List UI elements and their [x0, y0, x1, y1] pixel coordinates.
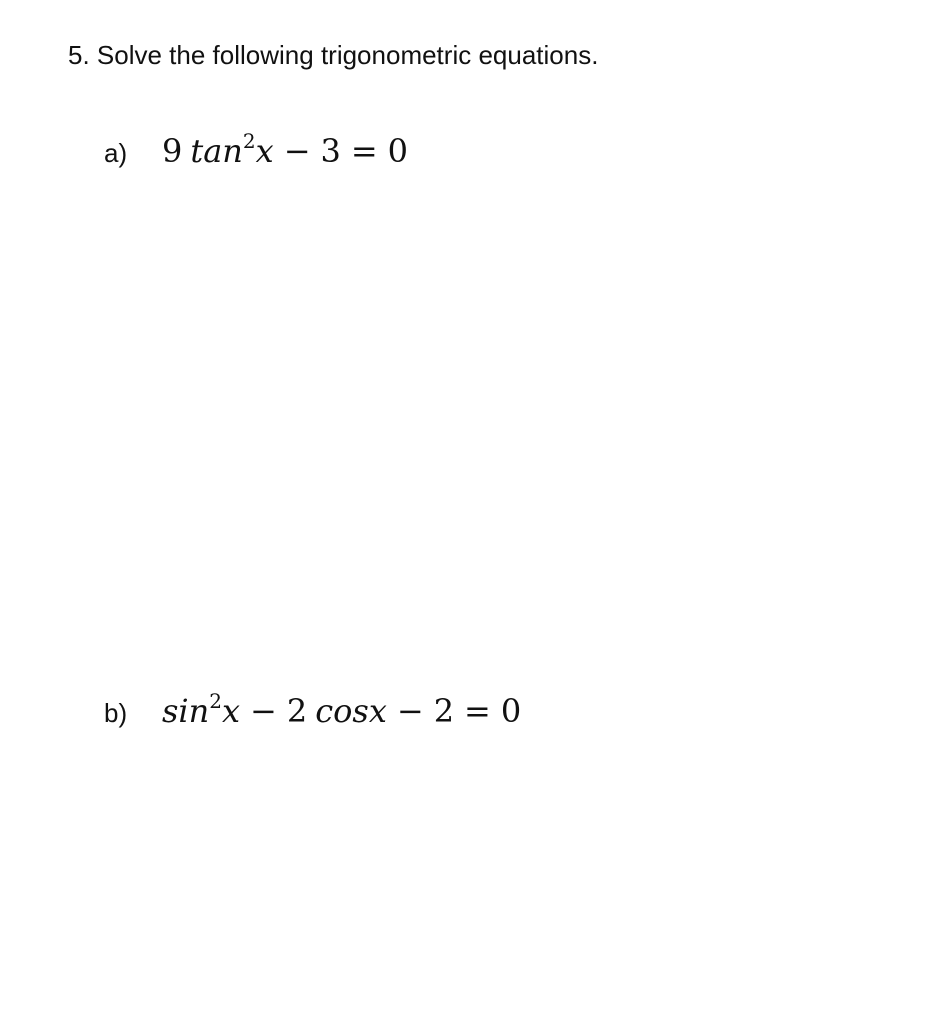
question-heading [68, 40, 598, 71]
problem-a-label: a) [104, 138, 128, 168]
equation-a-variable: x [255, 132, 274, 170]
equation-b-constant: 2 [433, 692, 455, 730]
equation-a-coefficient: 9 [162, 132, 183, 170]
equation-b-coefficient: 2 [286, 692, 308, 730]
equation-a-minus: − [283, 132, 311, 170]
equation-b-rhs: 0 [500, 692, 522, 730]
equation-a [162, 129, 409, 170]
equation-a-constant: 3 [320, 132, 341, 170]
equation-b-exponent: 2 [209, 689, 222, 713]
equation-b [162, 689, 522, 730]
equation-b-minus-2: − [396, 692, 424, 730]
equation-b-function-sin: sin [162, 692, 210, 730]
equation-b-equals: = [464, 692, 491, 730]
problem-b-label: b) [104, 698, 128, 728]
question-title: Solve the following trigonometric equations. [96, 40, 599, 70]
problem-a [104, 129, 409, 170]
equation-a-exponent: 2 [242, 129, 256, 153]
problem-b [104, 689, 522, 730]
question-number: 5. [68, 40, 90, 70]
equation-a-rhs: 0 [387, 132, 409, 170]
equation-a-function: tan [190, 132, 243, 170]
equation-a-equals: = [350, 132, 378, 170]
equation-b-function-cos: cosx [315, 692, 387, 730]
equation-b-variable: x [222, 692, 241, 730]
equation-b-minus-1: − [250, 692, 277, 730]
